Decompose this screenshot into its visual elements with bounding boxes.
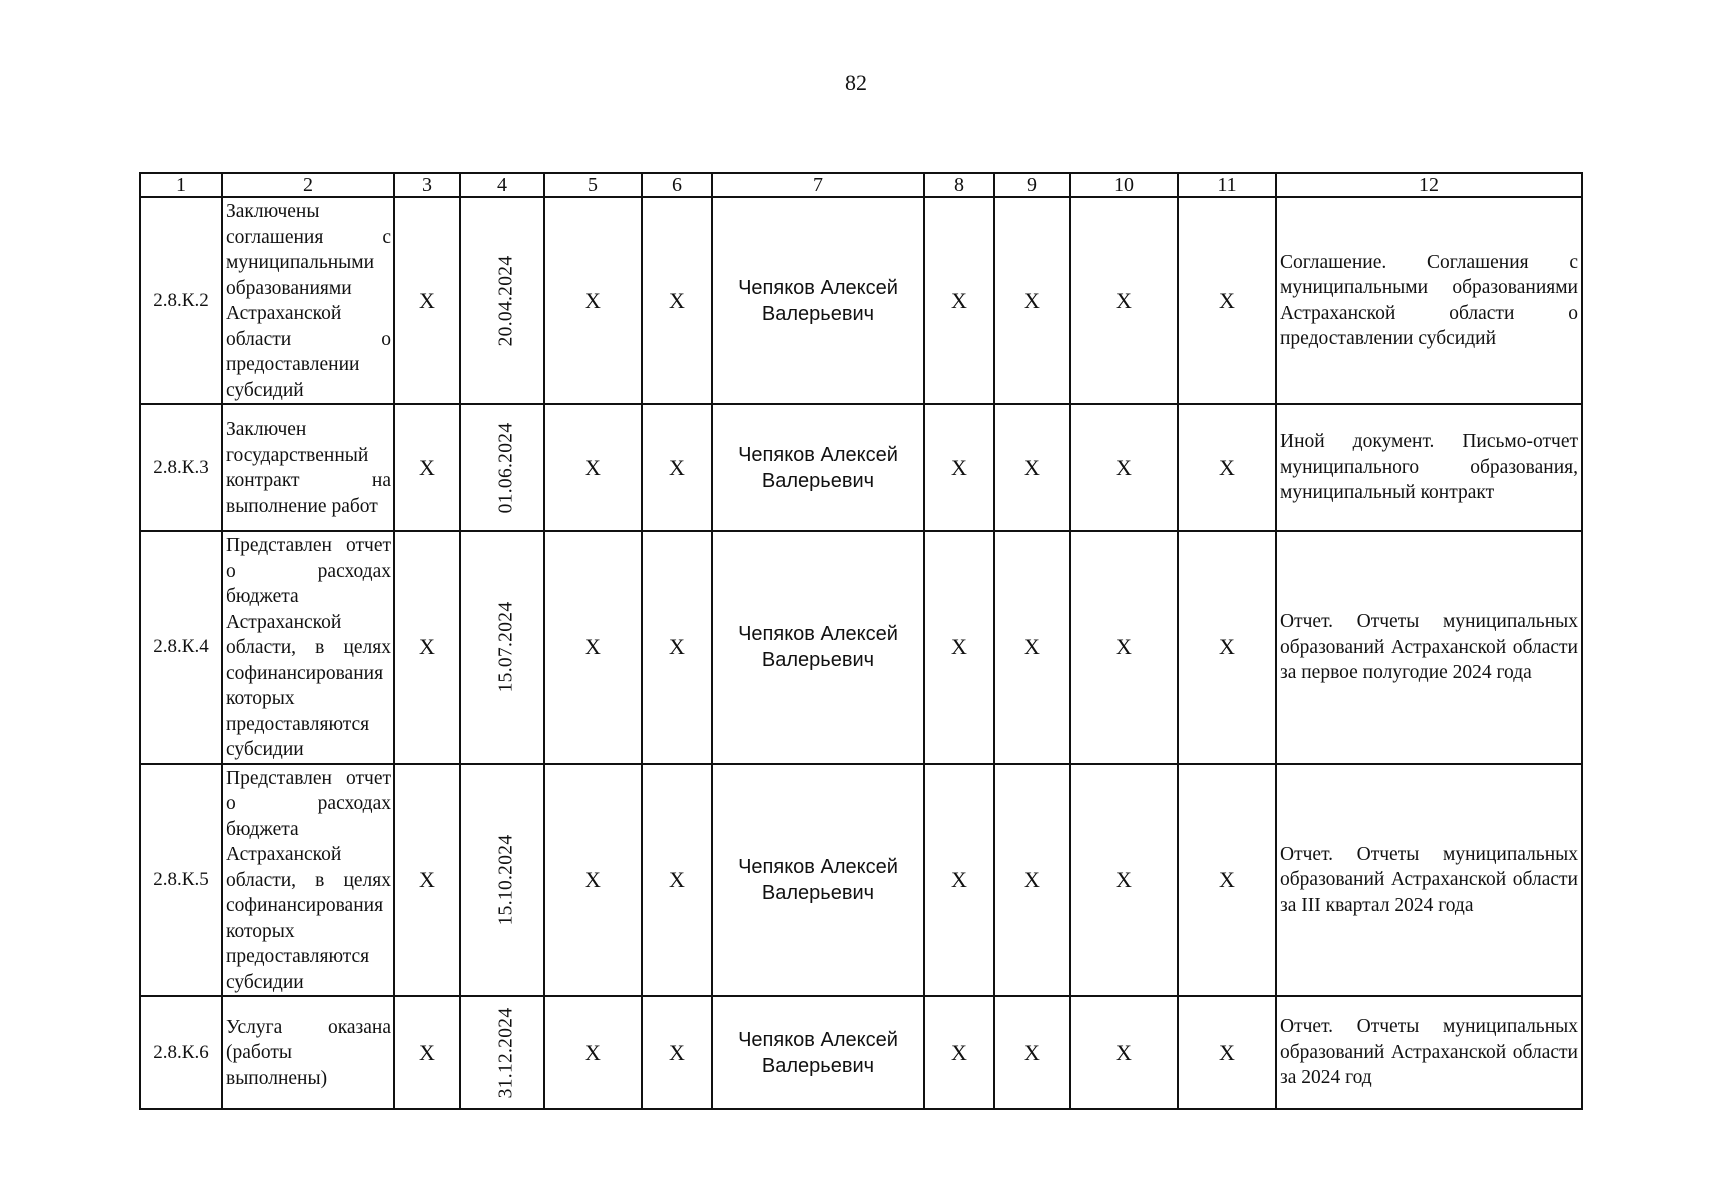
cell-mark: X	[394, 197, 460, 404]
cell-mark: X	[544, 404, 642, 531]
row-responsible: Чепяков Алексей Валерьевич	[712, 197, 924, 404]
cell-mark: X	[642, 996, 712, 1109]
cell-mark: X	[544, 197, 642, 404]
cell-mark: X	[924, 197, 994, 404]
plan-table	[139, 172, 1583, 1110]
cell-mark: X	[924, 996, 994, 1109]
row-date: 15.10.2024	[495, 834, 517, 926]
row-date: 01.06.2024	[495, 422, 517, 513]
cell-mark: X	[1070, 996, 1178, 1109]
row-responsible: Чепяков Алексей Валерьевич	[712, 531, 924, 764]
cell-mark: X	[544, 996, 642, 1109]
cell-mark: X	[994, 404, 1070, 531]
row-id: 2.8.К.6	[140, 996, 222, 1109]
row-id: 2.8.К.3	[140, 404, 222, 531]
row-id: 2.8.К.5	[140, 764, 222, 997]
cell-mark: X	[924, 531, 994, 764]
cell-mark: X	[1070, 531, 1178, 764]
row-document: Отчет. Отчеты муниципальных образований Астраханской области за III квартал 2024 года	[1276, 764, 1582, 997]
row-date-cell	[460, 197, 544, 404]
row-document: Отчет. Отчеты муниципальных образований Астраханской области за 2024 год	[1276, 996, 1582, 1109]
table-row	[140, 404, 1582, 531]
cell-mark: X	[924, 764, 994, 997]
cell-mark: X	[394, 531, 460, 764]
column-header: 8	[924, 173, 994, 197]
cell-mark: X	[642, 197, 712, 404]
row-date: 20.04.2024	[495, 255, 517, 346]
cell-mark: X	[642, 764, 712, 997]
row-responsible: Чепяков Алексей Валерьевич	[712, 404, 924, 531]
row-description: Представлен отчет о расходах бюджета Астраханской области, в целях софинансирования которых предоставляются субсидии	[222, 531, 394, 764]
cell-mark: X	[394, 996, 460, 1109]
cell-mark: X	[1178, 531, 1276, 764]
cell-mark: X	[1178, 404, 1276, 531]
column-header: 1	[140, 173, 222, 197]
cell-mark: X	[642, 404, 712, 531]
cell-mark: X	[994, 764, 1070, 997]
column-header: 5	[544, 173, 642, 197]
row-id: 2.8.К.4	[140, 531, 222, 764]
cell-mark: X	[994, 531, 1070, 764]
row-responsible: Чепяков Алексей Валерьевич	[712, 764, 924, 997]
row-description: Заключен государственный контракт на выполнение работ	[222, 404, 394, 531]
column-header: 11	[1178, 173, 1276, 197]
cell-mark: X	[1070, 404, 1178, 531]
column-header: 9	[994, 173, 1070, 197]
row-date-cell	[460, 404, 544, 531]
row-date-cell	[460, 764, 544, 997]
column-header: 10	[1070, 173, 1178, 197]
cell-mark: X	[924, 404, 994, 531]
cell-mark: X	[642, 531, 712, 764]
row-document: Соглашение. Соглашения с муниципальными образованиями Астраханской области о предоставлении субсидий	[1276, 197, 1582, 404]
cell-mark: X	[544, 764, 642, 997]
column-header: 2	[222, 173, 394, 197]
column-header: 3	[394, 173, 460, 197]
cell-mark: X	[994, 996, 1070, 1109]
cell-mark: X	[1178, 764, 1276, 997]
row-description: Услуга оказана (работы выполнены)	[222, 996, 394, 1109]
header-row	[140, 173, 1582, 197]
cell-mark: X	[1070, 197, 1178, 404]
cell-mark: X	[1070, 764, 1178, 997]
cell-mark: X	[394, 764, 460, 997]
table-row	[140, 996, 1582, 1109]
column-header: 6	[642, 173, 712, 197]
row-description: Заключены соглашения с муниципальными образованиями Астраханской области о предоставлении субсидий	[222, 197, 394, 404]
row-date-cell	[460, 531, 544, 764]
row-id: 2.8.К.2	[140, 197, 222, 404]
cell-mark: X	[394, 404, 460, 531]
row-document: Иной документ. Письмо-отчет муниципального образования, муниципальный контракт	[1276, 404, 1582, 531]
row-date: 15.07.2024	[495, 601, 517, 693]
row-document: Отчет. Отчеты муниципальных образований Астраханской области за первое полугодие 2024 года	[1276, 531, 1582, 764]
row-responsible: Чепяков Алексей Валерьевич	[712, 996, 924, 1109]
row-description: Представлен отчет о расходах бюджета Астраханской области, в целях софинансирования которых предоставляются субсидии	[222, 764, 394, 997]
cell-mark: X	[544, 531, 642, 764]
cell-mark: X	[994, 197, 1070, 404]
row-date-cell	[460, 996, 544, 1109]
column-header: 4	[460, 173, 544, 197]
column-header: 7	[712, 173, 924, 197]
page-number: 82	[845, 70, 867, 95]
cell-mark: X	[1178, 197, 1276, 404]
table-row	[140, 531, 1582, 764]
row-date: 31.12.2024	[495, 1007, 517, 1098]
table-row	[140, 764, 1582, 997]
table-row	[140, 197, 1582, 404]
cell-mark: X	[1178, 996, 1276, 1109]
column-header: 12	[1276, 173, 1582, 197]
